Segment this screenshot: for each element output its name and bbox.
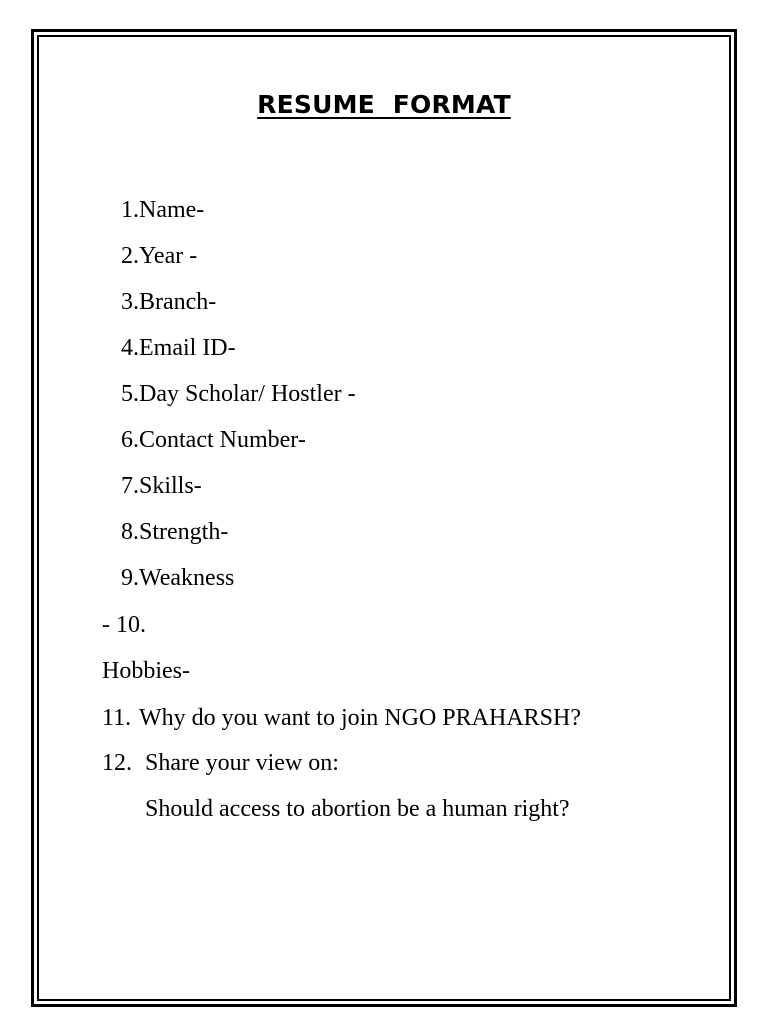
item-number: 5.	[121, 381, 139, 407]
item-label-branch: Branch-	[139, 289, 217, 315]
item-number: 8.	[121, 519, 139, 545]
item-label-hobbies: Hobbies-	[102, 658, 190, 684]
item-number: 9.	[121, 565, 139, 591]
item-number: 2.	[121, 243, 139, 269]
item-number: 6.	[121, 427, 139, 453]
item-label-weakness: Weakness	[139, 565, 235, 591]
item-label-year: Year -	[139, 243, 198, 269]
item-number: 12.	[102, 750, 132, 776]
item-label-share-view: Share your view on:	[145, 750, 339, 776]
item-number: 11.	[102, 705, 132, 731]
item-number: 1.	[121, 197, 139, 223]
item-label-skills: Skills-	[139, 473, 202, 499]
item-label-contact: Contact Number-	[139, 427, 306, 453]
item-number: 3.	[121, 289, 139, 315]
item-number: 7.	[121, 473, 139, 499]
item-label-strength: Strength-	[139, 519, 229, 545]
document-title: RESUME FORMAT	[257, 90, 511, 119]
item-number: 4.	[121, 335, 139, 361]
item-label-email: Email ID-	[139, 335, 236, 361]
item-label-day-scholar: Day Scholar/ Hostler -	[139, 381, 356, 407]
item-12-question: Should access to abortion be a human right?	[145, 796, 570, 822]
item-10-fragment: - 10.	[102, 612, 146, 638]
item-label-why-join: Why do you want to join NGO PRAHARSH?	[139, 705, 581, 731]
item-label-name: Name-	[139, 197, 205, 223]
